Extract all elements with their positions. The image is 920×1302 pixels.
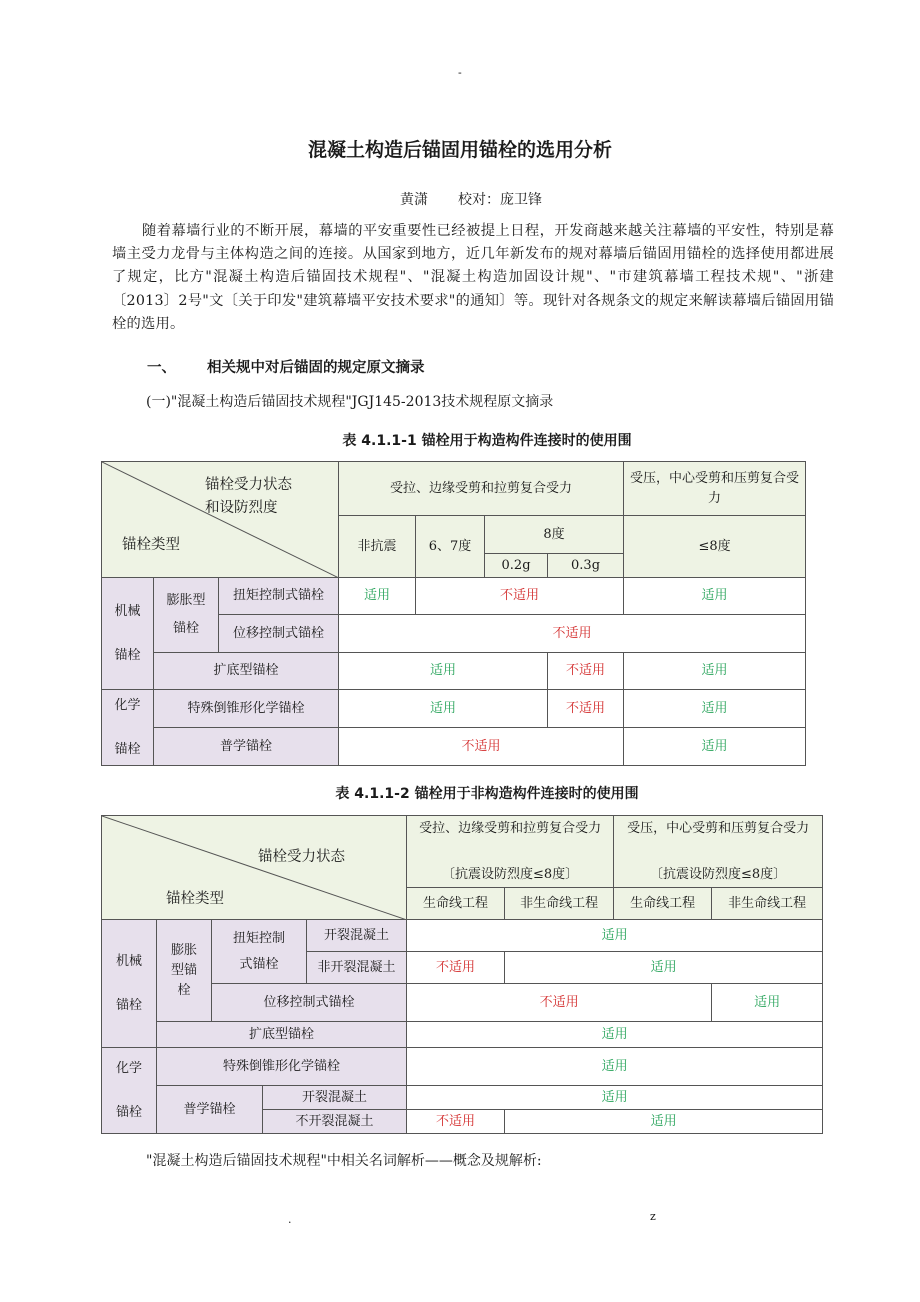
table2-cell: 适用	[407, 920, 823, 952]
table1-group-chemical-line2: 锚栓	[114, 741, 141, 757]
table1-header-nonseismic: 非抗震	[339, 516, 416, 578]
table1-header-03g: 0.3g	[548, 554, 624, 578]
table2-header-tension-title: 受拉、边缘受剪和拉剪复合受力	[419, 820, 602, 836]
table1-row-ordinary-chemical: 普学锚栓	[154, 728, 339, 766]
table1-header-8: 8度	[485, 516, 624, 554]
table1-group-chemical	[102, 690, 154, 766]
table2-header-lifeline: 生命线工程	[614, 888, 712, 920]
table2-header-lifeline: 生命线工程	[407, 888, 505, 920]
table1-row-displacement: 位移控制式锚栓	[219, 615, 339, 653]
table1-cell: 不适用	[416, 578, 624, 615]
table2-header-compression	[614, 816, 823, 888]
table1-group-mechanical-line1: 机械	[114, 603, 141, 619]
table1-diag-top2: 和设防烈度	[205, 500, 278, 516]
table1-row-special-chemical: 特殊倒锥形化学锚栓	[154, 690, 339, 728]
table2-group-ordinary: 普学锚栓	[157, 1086, 263, 1134]
table1-header-le8: ≤8度	[624, 516, 806, 578]
table2-group-mechanical-line2: 锚栓	[115, 997, 142, 1013]
table2-group-chemical	[102, 1048, 157, 1134]
table2-row-noncracked: 不开裂混凝土	[263, 1110, 407, 1134]
proofreader: 校对：庞卫锋	[458, 192, 542, 208]
closing-line: "混凝土构造后锚固技术规程"中相关名词解析——概念及规解析:	[146, 1153, 542, 1169]
table2-cell: 适用	[407, 1048, 823, 1086]
table2	[101, 815, 823, 1134]
table2-row-displacement: 位移控制式锚栓	[212, 984, 407, 1022]
diagonal-line	[102, 816, 407, 920]
table2-caption: 表 4.1.1-2 锚栓用于非构造构件连接时的使用围	[335, 786, 639, 802]
footer-right-mark: z	[650, 1210, 656, 1223]
section-number: 一、	[147, 360, 176, 376]
table2-cell: 适用	[505, 1110, 823, 1134]
table1-group-chemical-line1: 化学	[114, 697, 141, 713]
table2-diagonal-header	[102, 816, 407, 920]
table1-caption: 表 4.1.1-1 锚栓用于构造构件连接时的使用围	[342, 433, 632, 449]
table2-header-nonlifeline: 非生命线工程	[505, 888, 614, 920]
table1-cell: 适用	[339, 578, 416, 615]
table1-cell: 适用	[624, 690, 806, 728]
table2-row-noncracked: 非开裂混凝土	[307, 952, 407, 984]
table1-header-tension: 受拉、边缘受剪和拉剪复合受力	[339, 462, 624, 516]
table2-group-torque-line2: 式锚栓	[239, 956, 279, 972]
table2-header-compression-title: 受压，中心受剪和压剪复合受力	[627, 820, 810, 836]
table2-group-mechanical	[102, 920, 157, 1048]
table2-group-torque	[212, 920, 307, 984]
table2-row-cracked: 开裂混凝土	[263, 1086, 407, 1110]
table2-group-expansion-line2: 型锚	[170, 962, 197, 978]
table1-header-6-7: 6、7度	[416, 516, 485, 578]
table2-group-torque-line1: 扭矩控制	[232, 930, 285, 946]
subsection-heading: (一)"混凝土构造后锚固技术规程"JGJ145-2013技术规程原文摘录	[146, 394, 554, 410]
table1-group-mechanical	[102, 578, 154, 690]
table1-cell: 适用	[339, 690, 548, 728]
table1	[101, 461, 806, 766]
document-title: 混凝土构造后锚固用锚栓的选用分析	[307, 139, 612, 161]
table1-cell: 适用	[624, 728, 806, 766]
table1-diagonal-header	[102, 462, 339, 578]
section-heading	[147, 356, 425, 377]
table2-header-tension	[407, 816, 614, 888]
table1-diag-bottom: 锚栓类型	[122, 537, 180, 553]
table2-row-undercut: 扩底型锚栓	[157, 1022, 407, 1048]
table1-row-torque: 扭矩控制式锚栓	[219, 578, 339, 615]
table2-header-compression-sub: 〔抗震设防烈度≤8度〕	[650, 866, 787, 882]
author-name: 黄潇	[400, 192, 428, 208]
table2-cell: 适用	[407, 1086, 823, 1110]
table2-group-chemical-line2: 锚栓	[115, 1104, 142, 1120]
author-line	[400, 189, 572, 209]
table2-diag-top: 锚栓受力状态	[258, 849, 345, 865]
table2-cell: 适用	[712, 984, 823, 1022]
table1-cell: 不适用	[548, 690, 624, 728]
table1-header-compression: 受压，中心受剪和压剪复合受力	[624, 462, 806, 516]
table2-cell: 适用	[505, 952, 823, 984]
table2-cell: 不适用	[407, 1110, 505, 1134]
table2-header-nonlifeline: 非生命线工程	[712, 888, 823, 920]
table1-diag-top1: 锚栓受力状态	[205, 477, 292, 493]
table2-row-special-chemical: 特殊倒锥形化学锚栓	[157, 1048, 407, 1086]
table2-row-cracked: 开裂混凝土	[307, 920, 407, 952]
table2-header-tension-sub: 〔抗震设防烈度≤8度〕	[441, 866, 579, 882]
footer-left-mark: .	[288, 1213, 292, 1226]
table1-group-expansion-line2: 锚栓	[172, 621, 199, 636]
table2-group-chemical-line1: 化学	[115, 1060, 142, 1076]
table2-group-expansion-line1: 膨胀	[170, 942, 197, 958]
table1-cell: 不适用	[339, 615, 806, 653]
table2-group-mechanical-line1: 机械	[115, 953, 142, 969]
table1-group-mechanical-line2: 锚栓	[114, 647, 141, 663]
table2-diag-bottom: 锚栓类型	[166, 891, 224, 907]
table1-group-expansion-line1: 膨胀型	[166, 593, 206, 608]
table1-cell: 适用	[339, 653, 548, 690]
table2-cell: 适用	[407, 1022, 823, 1048]
table1-cell: 适用	[624, 578, 806, 615]
table1-cell: 不适用	[548, 653, 624, 690]
table1-cell: 适用	[624, 653, 806, 690]
table1-row-undercut: 扩底型锚栓	[154, 653, 339, 690]
table2-cell: 不适用	[407, 984, 712, 1022]
header-mark: -	[458, 66, 462, 79]
section-title: 相关规中对后锚固的规定原文摘录	[207, 360, 425, 376]
table2-group-expansion	[157, 920, 212, 1022]
table1-cell: 不适用	[339, 728, 624, 766]
table1-header-02g: 0.2g	[485, 554, 548, 578]
table1-group-expansion	[154, 578, 219, 653]
intro-paragraph: 随着幕墙行业的不断开展，幕墙的平安重要性已经被提上日程，开发商越来越关注幕墙的平安性，特别是幕墙主受力龙骨与主体构造之间的连接。从国家到地方，近几年新发布的规对幕墙后锚固用锚栓的选择使用都进展了规定，比方"混凝土构造后锚固技术规程"、"混凝土构造加固设计规"、"市建筑幕墙工程技术规"、"浙建〔2013〕2号"文〔关于印发"建筑幕墙平安技术要求"的通知〕等。现针对各规条文的规定来解读幕墙后锚固用锚栓的选用。	[112, 223, 834, 332]
table2-cell: 不适用	[407, 952, 505, 984]
table2-group-expansion-line3: 栓	[177, 982, 191, 998]
